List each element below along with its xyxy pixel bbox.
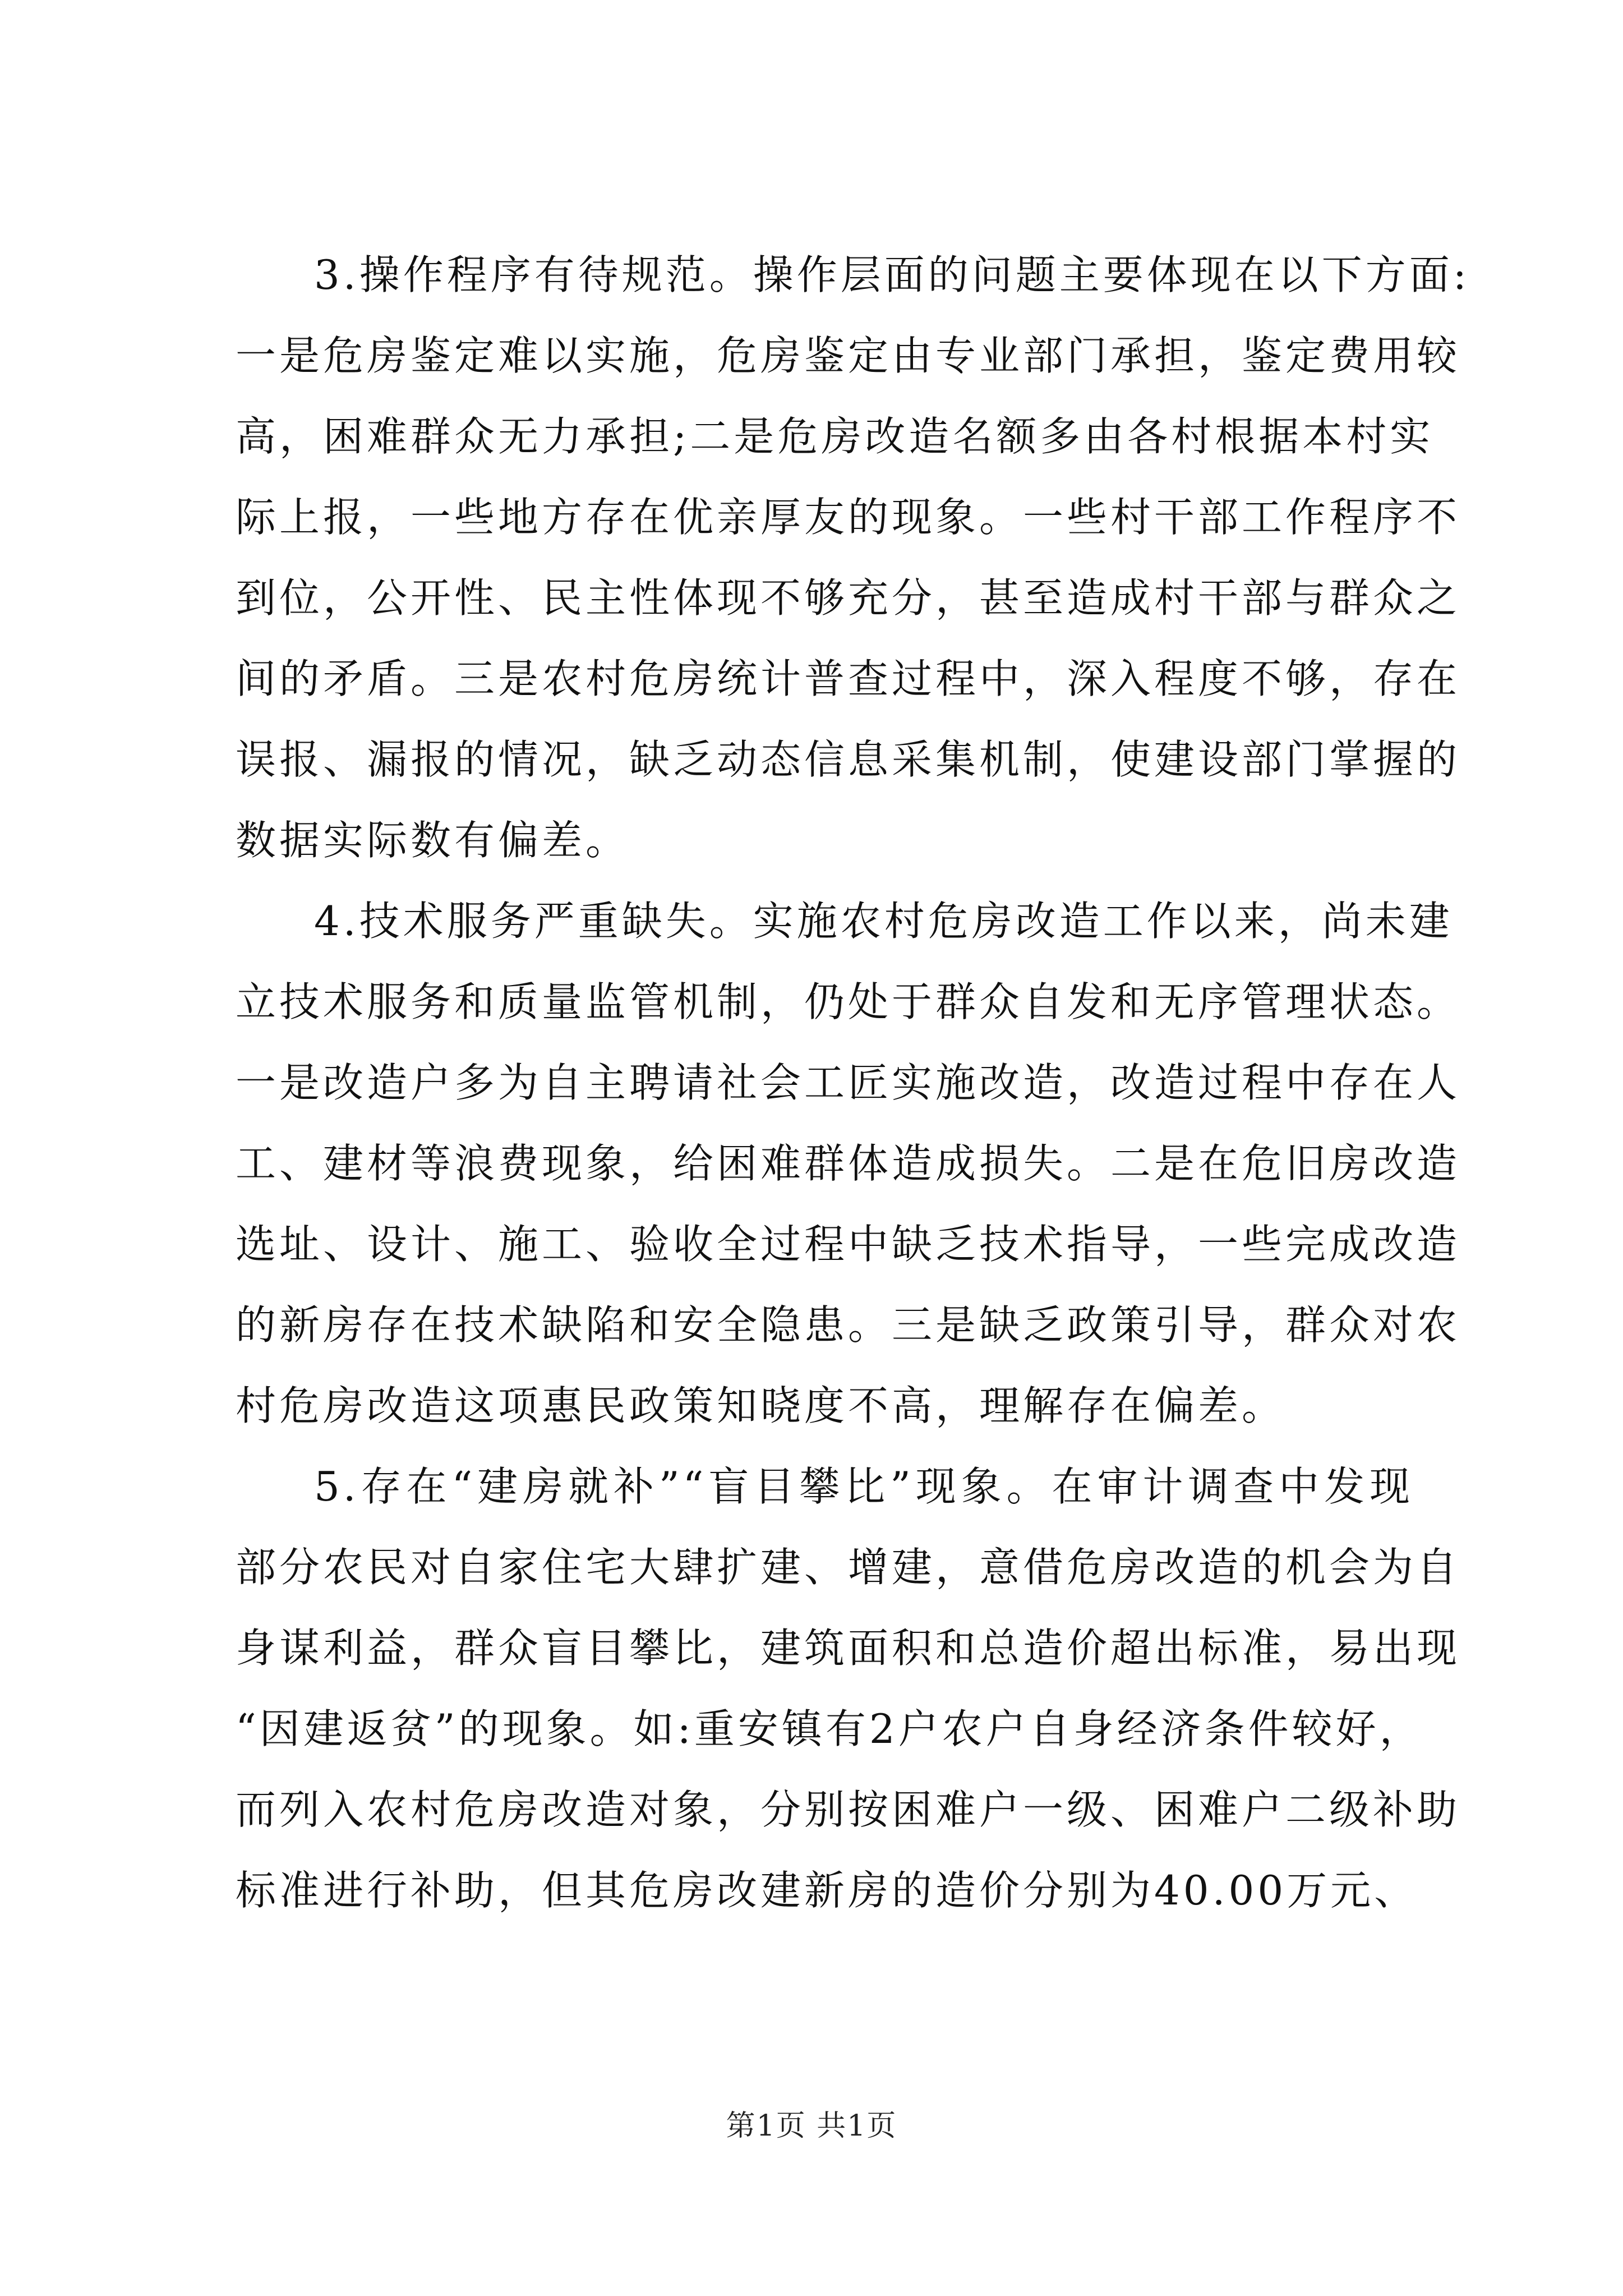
- text-line: 而列入农村危房改造对象，分别按困难户一级、困难户二级补助: [236, 1786, 1461, 1833]
- text-line: 间的矛盾。三是农村危房统计普查过程中，深入程度不够，存在: [236, 655, 1461, 702]
- text-line: “因建返贫”的现象。如:重安镇有2户农户自身经济条件较好，: [236, 1705, 1423, 1752]
- text-line: 到位，公开性、民主性体现不够充分，甚至造成村干部与群众之: [236, 574, 1461, 622]
- text-line: 一是危房鉴定难以实施，危房鉴定由专业部门承担，鉴定费用较: [236, 332, 1461, 379]
- paragraph-technical-services: [236, 881, 1461, 1446]
- text-line: 部分农民对自家住宅大肆扩建、增建，意借危房改造的机会为自: [236, 1544, 1461, 1591]
- text-line: 身谋利益，群众盲目攀比，建筑面积和总造价超出标准，易出现: [236, 1625, 1461, 1672]
- text-line: 际上报，一些地方存在优亲厚友的现象。一些村干部工作程序不: [236, 494, 1461, 541]
- text-line: 立技术服务和质量监管机制，仍处于群众自发和无序管理状态。: [236, 978, 1461, 1025]
- paragraph-blind-comparison: [236, 1446, 1461, 1931]
- page-number-footer: 第1页 共1页: [726, 2109, 897, 2143]
- text-line: 工、建材等浪费现象，给困难群体造成损失。二是在危旧房改造: [236, 1140, 1461, 1187]
- text-line: 村危房改造这项惠民政策知晓度不高，理解存在偏差。: [236, 1382, 1286, 1429]
- text-line: 一是改造户多为自主聘请社会工匠实施改造，改造过程中存在人: [236, 1059, 1461, 1106]
- text-line: 误报、漏报的情况，缺乏动态信息采集机制，使建设部门掌握的: [236, 736, 1461, 783]
- document-body: [236, 234, 1470, 1931]
- text-line: 5.存在“建房就补”“盲目攀比”现象。在审计调查中发现: [314, 1463, 1413, 1510]
- text-line: 高，困难群众无力承担;二是危房改造名额多由各村根据本村实: [236, 413, 1434, 460]
- paragraph-operation-procedures: [236, 234, 1470, 881]
- text-line: 4.技术服务严重缺失。实施农村危房改造工作以来，尚未建: [314, 898, 1453, 945]
- text-line: 数据实际数有偏差。: [236, 817, 630, 864]
- text-line: 的新房存在技术缺陷和安全隐患。三是缺乏政策引导，群众对农: [236, 1301, 1461, 1349]
- text-line: 3.操作程序有待规范。操作层面的问题主要体现在以下方面:: [314, 251, 1470, 298]
- text-line: 选址、设计、施工、验收全过程中缺乏技术指导，一些完成改造: [236, 1221, 1461, 1268]
- text-line: 标准进行补助，但其危房改建新房的造价分别为40.00万元、: [236, 1867, 1418, 1914]
